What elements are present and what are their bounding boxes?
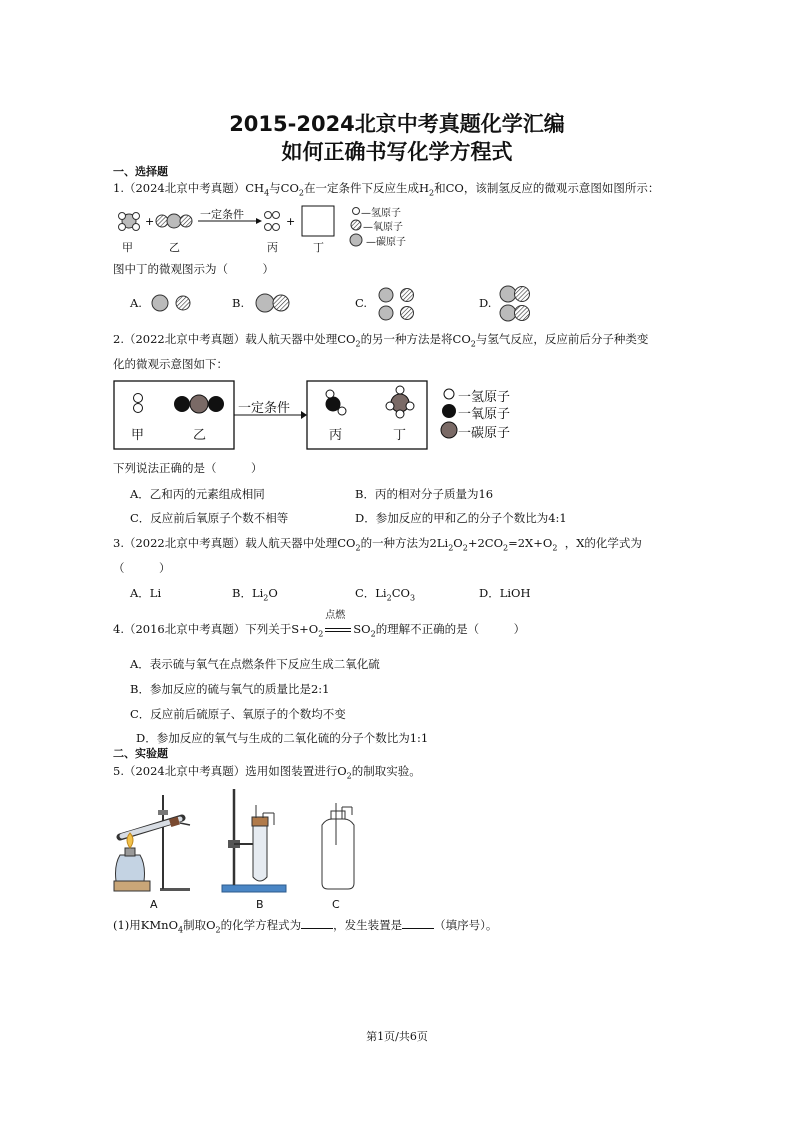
q4-option-b[interactable]: B．参加反应的硫与氧气的质量比是2:1: [130, 682, 330, 696]
q1-legend-hydrogen: —氢原子: [361, 208, 401, 219]
q1-label-yi: 乙: [169, 241, 180, 254]
question-2-text-line1: 2.（2022北京中考真题）载人航天器中处理$CO_2$的另一种方法是将$CO_2$与氢气反应，反应前后分子种类变: [113, 332, 649, 349]
q1-label-ding: 丁: [313, 241, 324, 254]
doc-subtitle: 如何正确书写化学方程式: [281, 140, 513, 164]
q3-option-d[interactable]: D．LiOH: [479, 586, 531, 600]
question-1-text: 1.（2024北京中考真题）$CH_4$与$CO_2$在一定条件下反应生成$H_2$和CO，该制氢反应的微观示意图如图所示：: [113, 181, 660, 198]
q2-label-ding: 丁: [393, 428, 407, 443]
q4-option-d[interactable]: D．参加反应的氧气与生成的二氧化硫的分子个数比为1:1: [136, 731, 429, 745]
q1-legend-oxygen: —氧原子: [363, 222, 403, 233]
q3-option-c[interactable]: C．$Li_2CO_3$: [355, 586, 416, 603]
question-2-text-line2: 化的微观示意图如下：: [113, 357, 228, 371]
doc-title: 2015-2024北京中考真题化学汇编: [229, 112, 565, 136]
unknown-product-box: [302, 206, 334, 236]
equation-blank[interactable]: [301, 917, 333, 929]
q5-label-b: B: [256, 898, 264, 911]
q2-label-jia: 甲: [131, 428, 145, 443]
question-3-text: 3.（2022北京中考真题）载人航天器中处理$CO_2$的一种方法为$2Li_2O_2+2CO_2=2X+O_2$ ，X的化学式为: [113, 536, 642, 553]
q2-label-bing: 丙: [329, 428, 343, 443]
carbon-dioxide-molecule: [156, 214, 192, 228]
q1-option-c[interactable]: C.: [355, 296, 368, 310]
apparatus-b: [222, 789, 286, 892]
q2-option-c[interactable]: C．反应前后氧原子个数不相等: [130, 511, 289, 525]
q4-option-a[interactable]: A．表示硫与氧气在点燃条件下反应生成二氧化硫: [130, 657, 380, 671]
section-experiment-heading: 二、实验题: [113, 747, 168, 760]
q1-label-jia: 甲: [122, 241, 133, 254]
q1-option-d[interactable]: D.: [479, 296, 492, 310]
q2-legend-hydrogen: 一氢原子: [458, 390, 511, 405]
svg-text:+: +: [286, 215, 296, 228]
q1-option-a-figure: [146, 290, 196, 316]
q1-option-a[interactable]: A.: [130, 296, 142, 310]
apparatus-a: [114, 795, 190, 891]
q1-option-b[interactable]: B.: [232, 296, 245, 310]
q3-option-b[interactable]: B．$Li_2O$: [232, 586, 278, 603]
page-footer: 第1页/共6页: [366, 1030, 428, 1043]
q5-label-a: A: [150, 898, 158, 911]
svg-text:+: +: [145, 215, 155, 228]
device-blank[interactable]: [402, 917, 434, 929]
question-1-stem: 图中丁的微观图示为（ ）: [113, 262, 274, 276]
q1-option-c-figure: [372, 284, 422, 324]
q2-option-a[interactable]: A．乙和丙的元素组成相同: [130, 487, 265, 501]
question-4-text: 4.（2016北京中考真题）下列关于$S+O_2$ 点燃 $SO_2$的理解不正确的是（ ）: [113, 610, 526, 639]
apparatus-c: [322, 803, 354, 889]
question-3-paren: （ ）: [113, 561, 171, 575]
q1-legend-carbon: —碳原子: [366, 237, 406, 248]
q5-label-c: C: [332, 898, 340, 911]
q2-legend-carbon: 一碳原子: [458, 426, 511, 441]
methane-molecule: [119, 213, 140, 231]
question-5-apparatus-figure: [110, 785, 370, 897]
q2-legend-oxygen: 一氧原子: [458, 407, 511, 422]
question-5-subquestion-1: (1)用KMnO$_4$制取$O_2$的化学方程式为 ，发生装置是 （填序号）。: [113, 918, 498, 935]
q2-option-b[interactable]: B．丙的相对分子质量为16: [355, 487, 494, 501]
q2-option-d[interactable]: D．参加反应的甲和乙的分子个数比为4:1: [355, 511, 567, 525]
hydrogen-molecules: [265, 212, 280, 231]
q1-option-d-figure: [496, 283, 536, 325]
q1-label-bing: 丙: [267, 241, 278, 254]
q4-condition: 点燃: [325, 610, 346, 621]
question-5-text: 5.（2024北京中考真题）选用如图装置进行$O_2$的制取实验。: [113, 764, 421, 781]
q2-arrow-label: 一定条件: [238, 401, 291, 416]
q1-arrow-label: 一定条件: [200, 208, 244, 221]
q3-option-a[interactable]: A．Li: [130, 586, 162, 600]
section-choice-heading: 一、选择题: [113, 165, 168, 178]
q2-label-yi: 乙: [193, 428, 207, 443]
q1-option-b-figure: [250, 289, 296, 317]
q4-option-c[interactable]: C．反应前后硫原子、氧原子的个数均不变: [130, 707, 346, 721]
question-2-stem: 下列说法正确的是（ ）: [113, 461, 263, 475]
